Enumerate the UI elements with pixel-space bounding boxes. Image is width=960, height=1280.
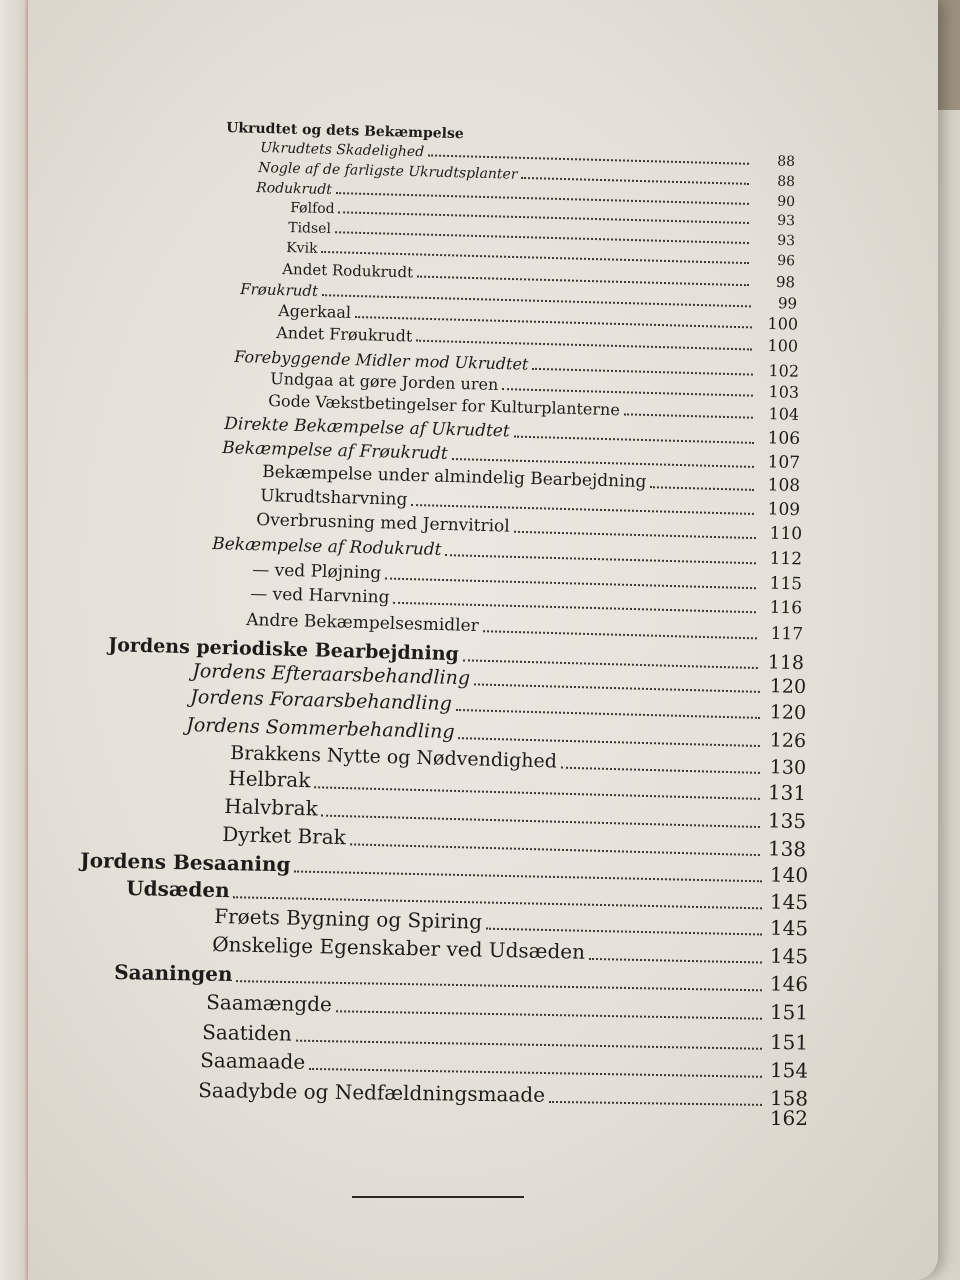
toc-entry-label: Ukrudtsharvning [260,486,408,510]
toc-page-number: 100 [767,335,799,356]
toc-entry-label: Jordens periodiske Bearbejdning [108,634,460,666]
toc-entry-label: Frøukrudt [240,280,319,301]
toc-dot-leader [486,927,762,936]
toc-entry-label: Overbrusning med Jernvitriol [256,510,510,537]
toc-page-number: 135 [767,808,807,834]
toc-entry-label: Udsæden [126,876,230,903]
toc-entry-label: Brakkens Nytte og Nødvendighed [230,742,558,773]
toc-page-number: 118 [767,651,805,675]
toc-entry-label: Bekæmpelse af Rodukrudt [212,534,442,561]
toc-page-number: 154 [769,1057,809,1083]
toc-page-number: 115 [769,573,803,595]
toc-page-number: 100 [767,313,799,334]
toc-page-number: 109 [767,499,801,521]
toc-page-number: 138 [767,836,807,862]
toc-entry [560,1104,808,1130]
toc-page-number: 117 [770,623,804,645]
toc-entry-label: Jordens Sommerbehandling [186,714,455,744]
toc-entry-label: Helbrak [228,766,311,793]
toc-page-number: 151 [769,1029,809,1055]
toc-page-number: 120 [769,701,807,725]
toc-entry-label: Nogle af de farligste Ukrudtsplanter [258,160,518,183]
toc-page-number: 162 [769,1106,808,1130]
toc-entry-label: Saadybde og Nedfældningsmaade [198,1078,546,1107]
toc-page-number: 110 [769,523,803,545]
toc-page-number: 103 [768,382,800,402]
toc-entry-label: Gode Vækstbetingelser for Kulturplanterne [268,391,621,420]
toc-page-number: 93 [777,232,796,250]
toc-page-number: 99 [777,294,798,313]
toc-dot-leader [624,412,753,418]
toc-dot-leader [309,1067,762,1078]
end-rule [352,1196,524,1198]
toc-page-number: 104 [768,404,800,424]
toc-dot-leader [483,629,757,639]
toc-entry-label: Jordens Foraarsbehandling [190,686,453,715]
toc-entry-label: Tidsel [288,220,332,238]
toc-entry-label: Direkte Bekæmpelse af Ukrudtet [224,414,510,442]
toc-entry-label: Følfod [290,200,335,218]
toc-entry-label: Jordens Besaaning [80,848,291,877]
toc-page-number: 88 [776,173,796,191]
toc-dot-leader [589,957,762,964]
toc-page-number: 158 [769,1085,809,1111]
toc-page-number: 107 [767,452,801,474]
toc-entry-label: Halvbrak [224,794,319,821]
toc-page-number: 131 [767,780,807,806]
toc-page-number: 93 [777,212,796,230]
toc-entry-label: Kvik [286,240,318,257]
toc-entry-label: Forebyggende Midler mod Ukrudtet [234,347,529,374]
toc-page-number: 130 [769,756,807,780]
toc-entry-label: — ved Harvning [250,584,390,608]
toc-page-number: 90 [776,193,796,211]
toc-entry-label: Jordens Efteraarsbehandling [192,660,471,690]
toc-entry-label: Rodukrudt [256,180,333,198]
toc-page-number: 96 [777,252,796,270]
toc-entry-label: Andre Bekæmpelsesmidler [246,610,480,637]
toc-entry-label: Saamængde [206,990,333,1017]
toc-entry-label: Undgaa at gøre Jorden uren [270,369,499,394]
toc-page-number: 120 [769,675,807,699]
toc-entry-label: Frøets Bygning og Spiring [214,904,483,934]
toc-dot-leader [336,1009,762,1019]
toc-page-number: 112 [769,548,803,570]
toc-entry-label: Bekæmpelse af Frøukrudt [222,438,449,464]
toc-page-number: 151 [769,999,809,1025]
toc-page-number: 106 [767,428,801,450]
toc-entry-label: Saatiden [202,1020,292,1046]
toc-page-number: 116 [769,597,803,619]
toc-page-number: 145 [769,915,809,941]
toc-page-number: 145 [769,943,809,969]
toc-entry-label: Bekæmpelse under almindelig Bearbejdning [262,462,647,493]
toc-page-number: 126 [769,729,807,753]
toc-entry-label: Saamaade [200,1048,306,1074]
toc-entry-label: Agerkaal [278,301,352,322]
toc-entry-label: Andet Frøukrudt [276,323,413,346]
toc-entry-label: Andet Rodukrudt [282,260,414,282]
toc-page-number: 102 [768,360,800,381]
toc-page-number: 108 [767,475,801,497]
toc-entry-label: Ukrudtets Skadelighed [260,140,425,161]
toc-entry-label: Ukrudtet og dets Bekæmpelse [226,120,464,143]
toc-page-number: 145 [769,889,809,915]
toc-entry-label: Ønskelige Egenskaber ved Udsæden [212,932,586,964]
toc-page-number: 98 [775,272,796,292]
toc-page-number: 146 [769,971,809,997]
toc-page-number: 140 [769,862,809,888]
toc-entry-label: — ved Pløjning [252,560,382,584]
toc-entry-label: Saaningen [114,960,233,987]
toc-entry-label: Dyrket Brak [222,822,347,850]
toc-page-number: 88 [776,153,796,171]
